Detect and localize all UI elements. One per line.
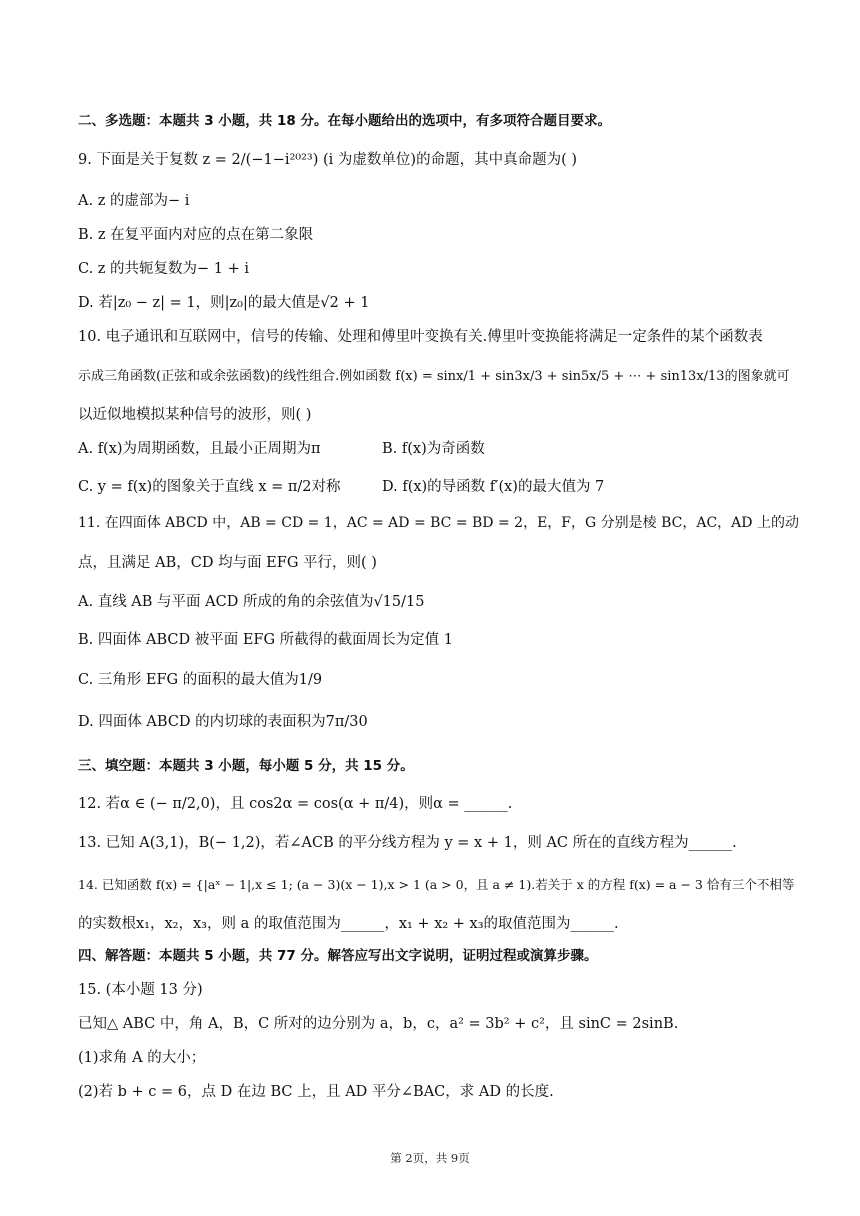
q9-option-d: D. 若|z₀ − z| = 1，则|z₀|的最大值是√2 + 1 — [78, 295, 370, 311]
q10-line-2: 示成三角函数(正弦和或余弦函数)的线性组合.例如函数 f(x) = sinx/1 + sin3x/3 + sin5x/5 + ⋯ + sin13x/13的图象就可 — [78, 369, 790, 384]
q11-line-2: 点，且满足 AB，CD 均与面 EFG 平行，则( ) — [78, 555, 377, 571]
q12: 12. 若α ∈ (− π/2,0)，且 cos2α = cos(α + π/4)，则α = ______. — [78, 796, 513, 812]
section-header-solve: 四、解答题：本题共 5 小题，共 77 分。解答应写出文字说明，证明过程或演算步骤。 — [78, 948, 598, 964]
q15-part-1: (1)求角 A 的大小； — [78, 1050, 206, 1066]
q15-stem: 已知△ ABC 中，角 A，B，C 所对的边分别为 a，b，c，a² = 3b² + c²，且 sinC = 2sinB. — [78, 1016, 679, 1032]
q10-line-1: 10. 电子通讯和互联网中，信号的传输、处理和傅里叶变换有关.傅里叶变换能将满足一定条件的某个函数表 — [78, 329, 763, 345]
q10-option-b: B. f(x)为奇函数 — [382, 441, 485, 457]
q9-option-b: B. z 在复平面内对应的点在第二象限 — [78, 227, 314, 243]
q9-stem: 9. 下面是关于复数 z = 2/(−1−i²⁰²³) (i 为虚数单位)的命题，其中真命题为( ) — [78, 152, 577, 168]
q14-line-1: 14. 已知函数 f(x) = {|aˣ − 1|,x ≤ 1; (a − 3)(x − 1),x > 1 (a > 0，且 a ≠ 1).若关于 x 的方程 f(x) = a − 3 恰有三个不相等 — [78, 877, 795, 892]
q11-line-1: 11. 在四面体 ABCD 中，AB = CD = 1，AC = AD = BC = BD = 2，E，F，G 分别是棱 BC，AC，AD 上的动 — [78, 515, 799, 531]
q14-line-2: 的实数根x₁，x₂，x₃，则 a 的取值范围为______，x₁ + x₂ + x₃的取值范围为______. — [78, 916, 619, 932]
q15-title: 15. (本小题 13 分) — [78, 982, 203, 998]
page-footer: 第 2页，共 9页 — [390, 1151, 470, 1165]
q9-option-a: A. z 的虚部为− i — [78, 193, 190, 209]
q11-option-b: B. 四面体 ABCD 被平面 EFG 所截得的截面周长为定值 1 — [78, 632, 453, 648]
q11-option-a: A. 直线 AB 与平面 ACD 所成的角的余弦值为√15/15 — [78, 594, 425, 610]
q10-option-d: D. f(x)的导函数 f′(x)的最大值为 7 — [382, 479, 605, 495]
q11-option-c: C. 三角形 EFG 的面积的最大值为1/9 — [78, 672, 323, 688]
q10-option-a: A. f(x)为周期函数，且最小正周期为π — [78, 441, 321, 457]
q10-option-c: C. y = f(x)的图象关于直线 x = π/2对称 — [78, 479, 341, 495]
q15-part-2: (2)若 b + c = 6，点 D 在边 BC 上，且 AD 平分∠BAC，求 AD 的长度. — [78, 1084, 554, 1100]
section-header-multi-choice: 二、多选题：本题共 3 小题，共 18 分。在每小题给出的选项中，有多项符合题目要求。 — [78, 113, 611, 129]
q10-line-3: 以近似地模拟某种信号的波形，则( ) — [78, 407, 312, 423]
q9-option-c: C. z 的共轭复数为− 1 + i — [78, 261, 250, 277]
section-header-fill: 三、填空题：本题共 3 小题，每小题 5 分，共 15 分。 — [78, 758, 414, 774]
q11-option-d: D. 四面体 ABCD 的内切球的表面积为7π/30 — [78, 714, 368, 730]
q13: 13. 已知 A(3,1)，B(− 1,2)，若∠ACB 的平分线方程为 y = x + 1，则 AC 所在的直线方程为______. — [78, 835, 737, 851]
